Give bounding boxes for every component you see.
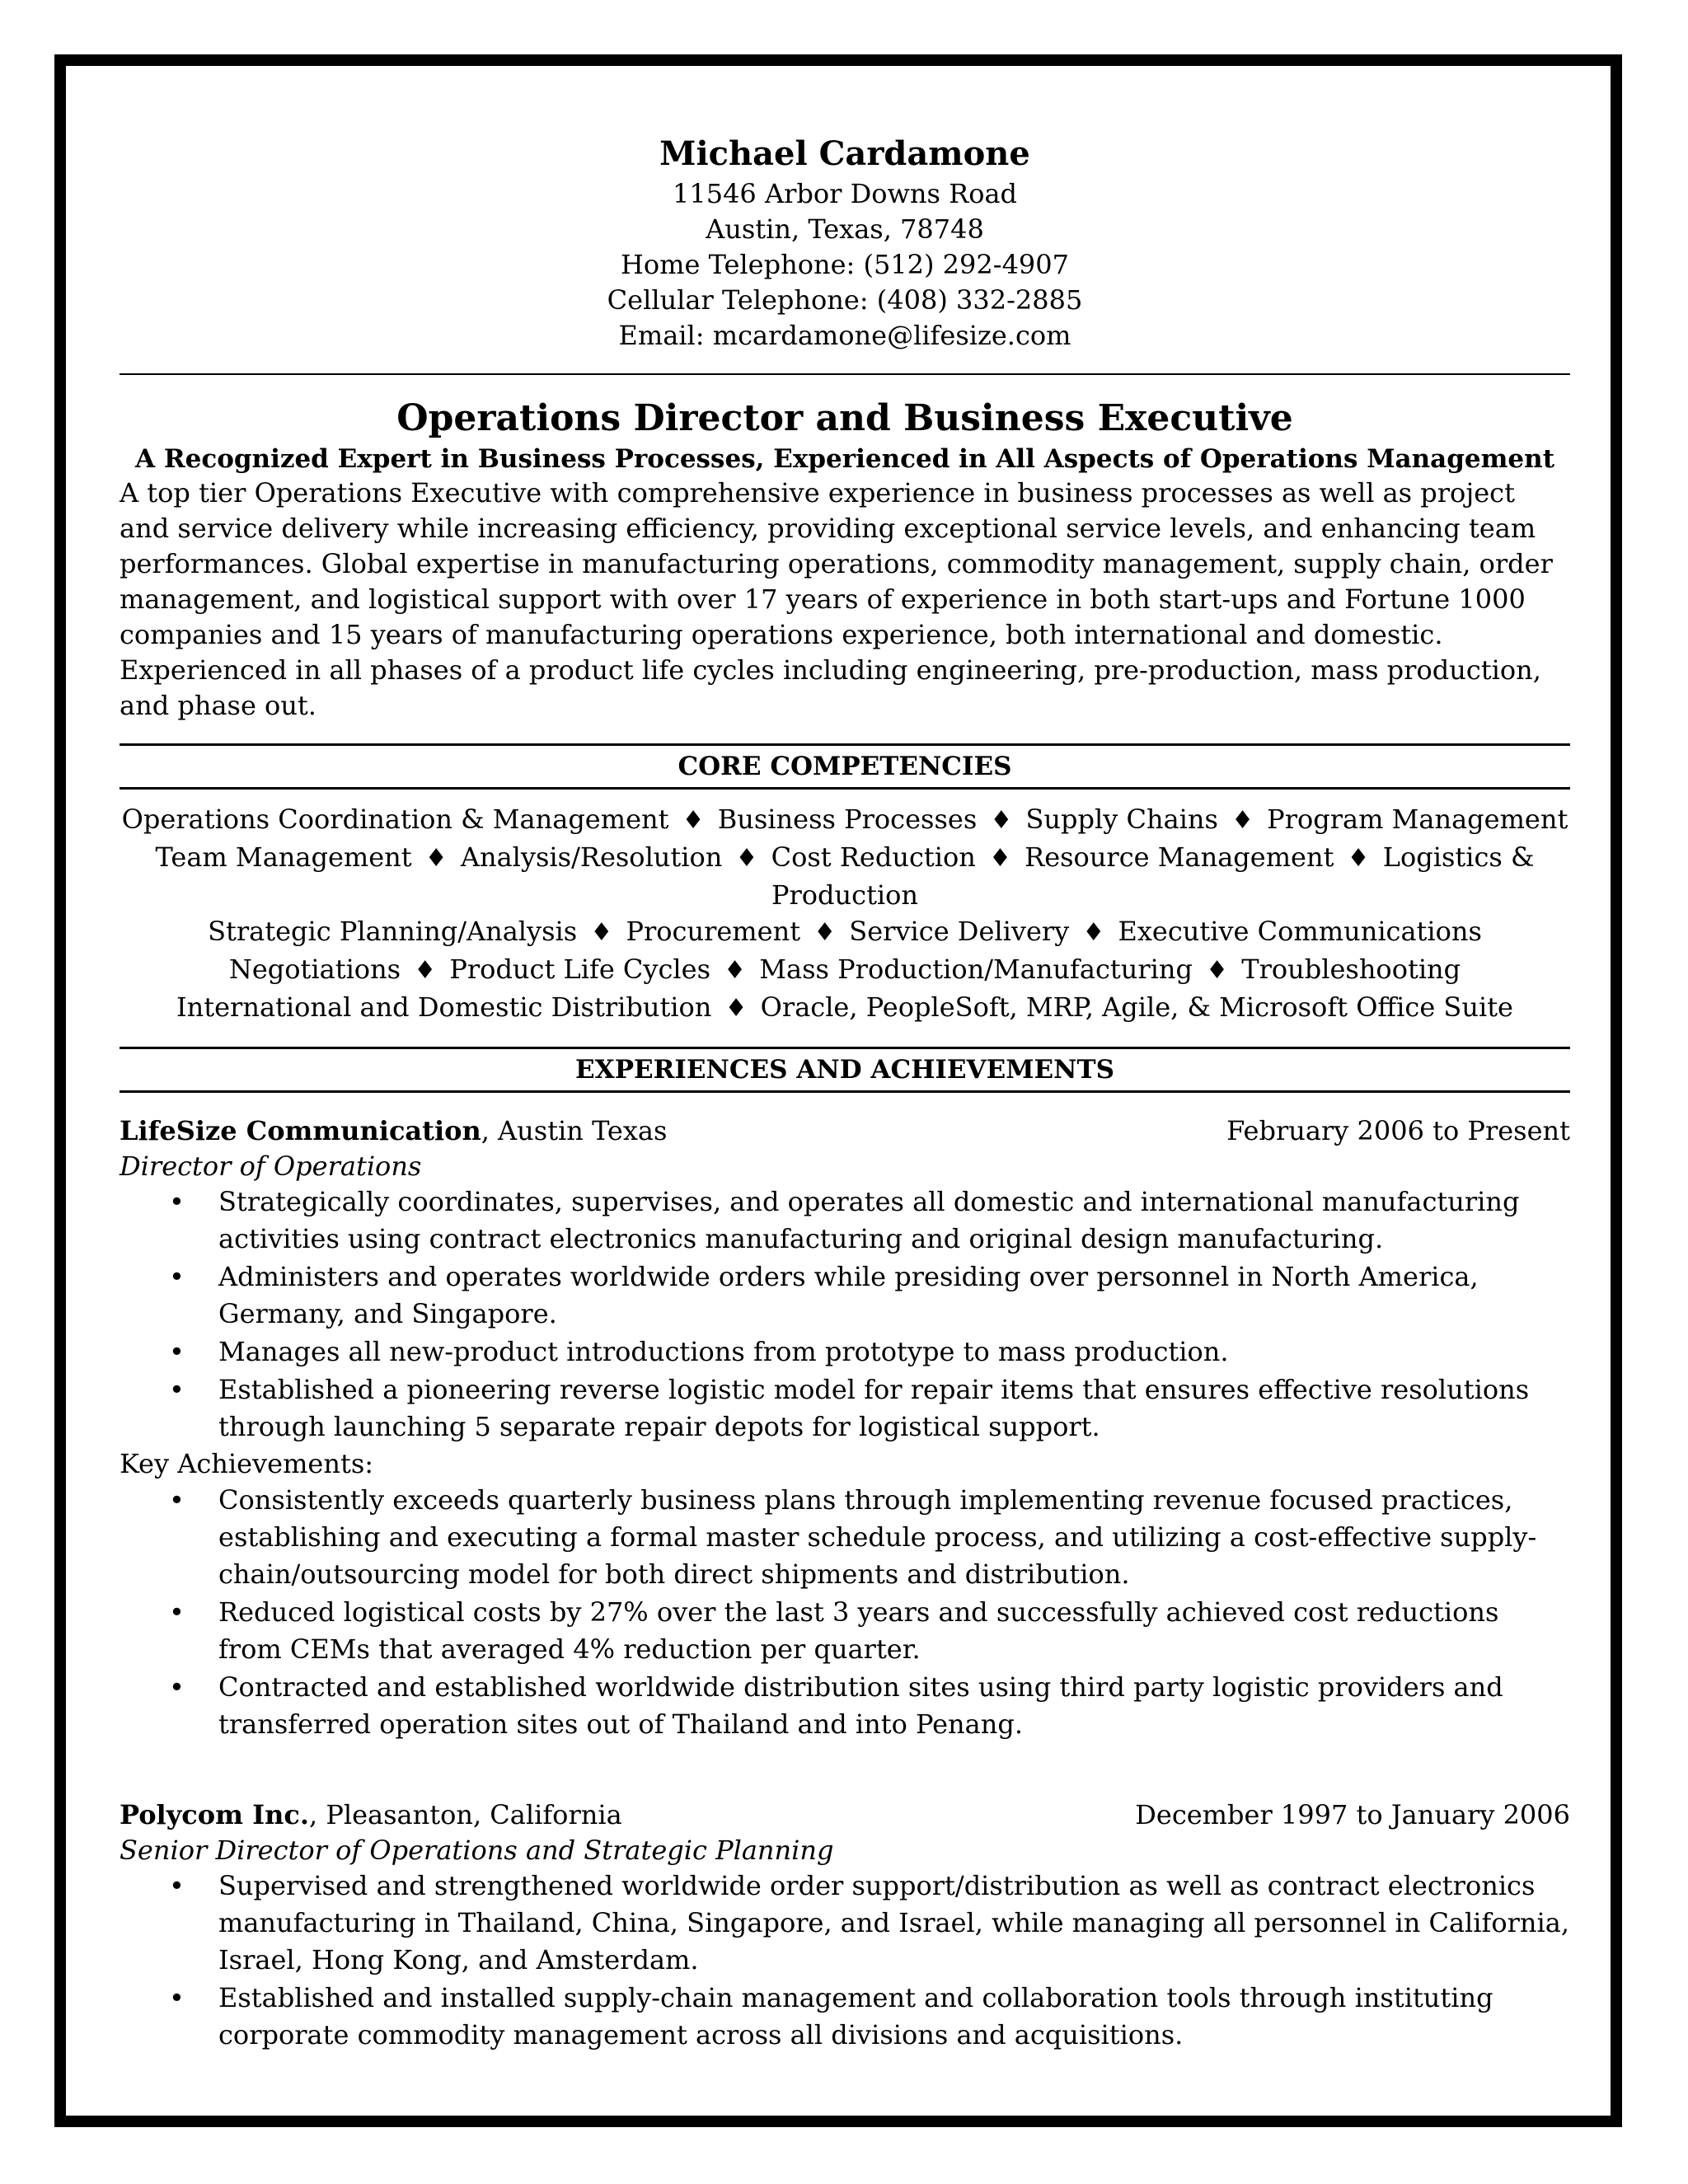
profile-summary: A top tier Operations Executive with comprehensive experience in business processes as well as project and service delivery while increasing efficiency, providing exceptional service levels, and enhancing team performances. Global expertise in manufacturing operations, commodity management, supply chain, order management, and logistical support with over 17 years of experience in both start-ups and Fortune 1000 companies and 15 years of manufacturing operations experience, both international and domestic. Experienced in all phases of a product life cycles including engineering, pre-production, mass production, and phase out.: [120, 477, 1553, 721]
job-dates: February 2006 to Present: [1226, 1115, 1570, 1146]
job-entry: [120, 1113, 1570, 1743]
competency-item: Service Delivery: [849, 916, 1070, 947]
bullet-icon: •: [169, 1374, 185, 1405]
bullet-item: [120, 1594, 1570, 1668]
competency-item: Strategic Planning/Analysis: [208, 916, 578, 947]
competency-item: Logistics & Production: [771, 841, 1535, 911]
competency-item: Procurement: [626, 916, 801, 947]
bullet-text: Strategically coordinates, supervises, and operates all domestic and international manufacturing activities using contract electronics manufacturing and original design manufacturing.: [218, 1186, 1520, 1254]
job-employer: [120, 1113, 667, 1149]
bullet-text: Contracted and established worldwide distribution sites using third party logistic providers and transferred operation sites out of Thailand and into Penang.: [218, 1671, 1503, 1740]
bullet-list: [120, 1183, 1570, 1446]
job-list: [120, 1113, 1570, 2054]
resume-document: [120, 132, 1570, 2055]
competency-item: Resource Management: [1025, 841, 1334, 873]
diamond-separator-icon: ♦: [682, 806, 705, 835]
diamond-separator-icon: ♦: [424, 844, 448, 873]
competency-item: Supply Chains: [1025, 804, 1218, 835]
bullet-icon: •: [169, 1982, 185, 2013]
bullet-item: [120, 1371, 1570, 1446]
job-spacer: [120, 1744, 1570, 1777]
cellular-telephone: Cellular Telephone: (408) 332-2885: [607, 284, 1083, 316]
home-telephone: Home Telephone: (512) 292-4907: [621, 249, 1069, 280]
applicant-name: Michael Cardamone: [659, 134, 1030, 173]
bullet-icon: •: [169, 1336, 185, 1367]
company-location: , Pleasanton, California: [308, 1799, 622, 1830]
section-heading-experience: EXPERIENCES AND ACHIEVEMENTS: [120, 1047, 1570, 1093]
competency-item: Cost Reduction: [771, 841, 976, 873]
bullet-text: Established a pioneering reverse logistic model for repair items that ensures effective resolutions through launching 5 separate repair depots for logistical support.: [218, 1374, 1530, 1442]
key-achievements-label: Key Achievements:: [120, 1448, 374, 1479]
competency-list: [120, 801, 1570, 1027]
bullet-text: Administers and operates worldwide orders while presiding over personnel in North America, Germany, and Singapore.: [218, 1261, 1479, 1329]
competency-item: Oracle, PeopleSoft, MRP, Agile, & Microsoft Office Suite: [760, 991, 1513, 1023]
job-role: Senior Director of Operations and Strategic Planning: [120, 1835, 834, 1866]
competency-item: Negotiations: [228, 954, 401, 985]
bullet-text: Consistently exceeds quarterly business plans through implementing revenue focused practices, establishing and executing a formal master schedule process, and utilizing a cost-effective supply-chain/outsourcing model for both direct shipments and distribution.: [218, 1484, 1537, 1590]
competency-item: Product Life Cycles: [449, 954, 710, 985]
bullet-text: Manages all new-product introductions from prototype to mass production.: [218, 1336, 1229, 1367]
diamond-separator-icon: ♦: [1231, 806, 1254, 835]
bullet-icon: •: [169, 1596, 185, 1628]
job-entry: [120, 1797, 1570, 2054]
bullet-text: Established and installed supply-chain management and collaboration tools through instituting corporate commodity management across all divisions and acquisitions.: [218, 1982, 1493, 2050]
diamond-separator-icon: ♦: [724, 956, 747, 985]
competencies-section: [120, 743, 1570, 1027]
bullet-icon: •: [169, 1671, 185, 1703]
competency-item: Team Management: [155, 841, 412, 873]
competency-item: Business Processes: [717, 804, 978, 835]
bullet-icon: •: [169, 1484, 185, 1516]
competency-item: Operations Coordination & Management: [121, 804, 669, 835]
competency-row: [120, 801, 1570, 839]
bullet-text: Supervised and strengthened worldwide order support/distribution as well as contract electronics manufacturing in Thailand, China, Singapore, and Israel, while managing all personnel in California, Israel, Hong Kong, and Amsterdam.: [218, 1870, 1569, 1975]
experience-section: [120, 1047, 1570, 2054]
profile-title: Operations Director and Business Executive: [396, 397, 1293, 439]
diamond-separator-icon: ♦: [814, 918, 837, 947]
diamond-separator-icon: ♦: [735, 844, 758, 873]
competency-row: [120, 913, 1570, 951]
header-divider: [120, 373, 1570, 375]
diamond-separator-icon: ♦: [414, 956, 437, 985]
diamond-separator-icon: ♦: [989, 844, 1011, 873]
profile-subtitle: A Recognized Expert in Business Processes, Experienced in All Aspects of Operations Management: [134, 444, 1555, 474]
bullet-list: [120, 1868, 1570, 2054]
bullet-item: [120, 1669, 1570, 1743]
competency-item: International and Domestic Distribution: [176, 991, 712, 1023]
diamond-separator-icon: ♦: [590, 918, 613, 947]
diamond-separator-icon: ♦: [1206, 956, 1229, 985]
contact-header: [120, 132, 1570, 354]
city-state-zip: Austin, Texas, 78748: [706, 213, 984, 245]
company-location: , Austin Texas: [481, 1115, 668, 1146]
bullet-item: [120, 1333, 1570, 1371]
competency-item: Mass Production/Manufacturing: [759, 954, 1193, 985]
bullet-text: Reduced logistical costs by 27% over the last 3 years and successfully achieved cost reductions from CEMs that averaged 4% reduction per quarter.: [218, 1596, 1499, 1665]
bullet-icon: •: [169, 1261, 185, 1292]
competency-item: Analysis/Resolution: [460, 841, 723, 873]
competency-row: [120, 951, 1570, 989]
competency-item: Executive Communications: [1118, 916, 1482, 947]
bullet-icon: •: [169, 1186, 185, 1217]
diamond-separator-icon: ♦: [1347, 844, 1370, 873]
job-header: [120, 1113, 1570, 1149]
competency-row: [120, 839, 1570, 913]
bullet-item: [120, 1258, 1570, 1333]
competency-item: Troubleshooting: [1241, 954, 1461, 985]
competency-item: Program Management: [1267, 804, 1568, 835]
job-dates: December 1997 to January 2006: [1135, 1799, 1570, 1830]
diamond-separator-icon: ♦: [1082, 918, 1105, 947]
job-employer: [120, 1797, 622, 1833]
bullet-list: [120, 1482, 1570, 1743]
job-header: [120, 1797, 1570, 1833]
company-name: LifeSize Communication: [120, 1115, 481, 1146]
competency-row: [120, 989, 1570, 1027]
email-address: Email: mcardamone@lifesize.com: [618, 320, 1071, 351]
bullet-icon: •: [169, 1870, 185, 1901]
diamond-separator-icon: ♦: [724, 994, 748, 1023]
street-address: 11546 Arbor Downs Road: [672, 178, 1018, 209]
bullet-item: [120, 1980, 1570, 2054]
job-role: Director of Operations: [120, 1151, 422, 1182]
diamond-separator-icon: ♦: [990, 806, 1013, 835]
company-name: Polycom Inc.: [120, 1799, 309, 1830]
bullet-item: [120, 1482, 1570, 1593]
bullet-item: [120, 1868, 1570, 1979]
section-heading-competencies: CORE COMPETENCIES: [120, 743, 1570, 790]
bullet-item: [120, 1183, 1570, 1258]
